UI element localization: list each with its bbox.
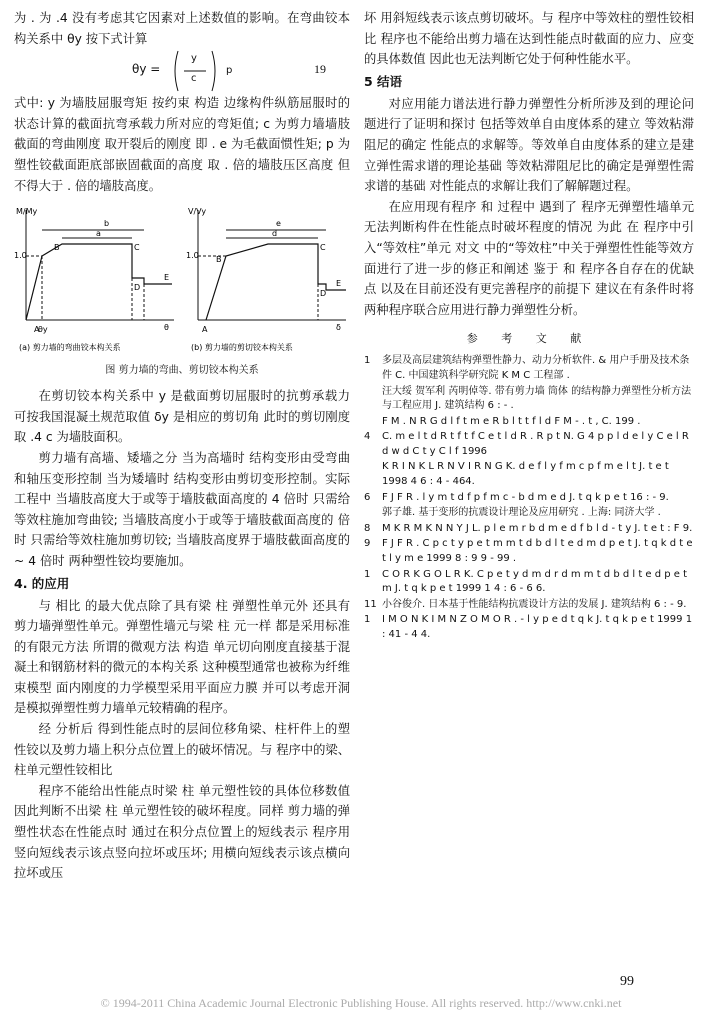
reference-item: 1 多层及高层建筑结构弹塑性静力、动力分析软件. & 用户手册及技术条件 C. 中国建筑科学研究院 K M C 工程部 . <box>364 355 690 381</box>
reference-item: F M . N R G d l f t m e R b l t t f l d F M - . t , C. 199 . <box>382 415 641 427</box>
reference-item: 1 C O R K G O L R K. C p e t y d m d r d m m t d b d l t e d p e t m J. t q k p e t 1999 1 4 : 6 - 6 6. <box>364 568 688 595</box>
right-para-3: 在应用现有程序 和 过程中 遇到了 程序无弹塑性墙单元 无法判断构件在性能点时破坏程度的情况 为此 在 程序中引入“等效柱”单元 对文 中的“等效柱”中关于弹塑性性能等效方面进行了进一步的修正和阐述 鉴于 和 程序各自存在的优缺点 以及在目前还没有更完善程序的前提下 建议在有条件时将两种程序联合应用进行静力弹塑性分析。 <box>364 199 694 317</box>
moment-hinge-curve <box>14 200 179 360</box>
left-para-3: 在剪切铰本构关系中 y 是截面剪切屈服时的抗剪承载力 可按我国混凝土规范取值 δy 是相应的剪切角 此时的剪切刚度取 .4 c 为墙肢面积。 <box>14 389 350 445</box>
svg-text:A: A <box>202 325 208 335</box>
figure-caption: 图 剪力墙的弯曲、剪切铰本构关系 <box>105 365 259 377</box>
reference-item: K R I N K L R N V I R N G K. d e f l y f m c p f m e l t J. t e t 1998 4 6 : 4 - 464. <box>382 461 669 488</box>
equation-19 <box>14 49 350 93</box>
equation-denominator: c <box>191 73 197 85</box>
left-para-7: 程序不能给出性能点时梁 柱 单元塑性铰的具体位移数值 因此判断不出梁 柱 单元塑性铰的破坏程度。同样 剪力墙的弹塑性状态在性能点时 通过在积分点位置上的短线表示 程序用竖向短线表示该点竖向拉坏或压坏; 用横向短线表示该点横向拉坏或压 <box>14 783 350 881</box>
left-para-6: 经 分析后 得到性能点时的层间位移角梁、柱杆件上的塑性铰以及剪力墙上积分点位置上的破坏情况。与 程序中的梁、柱单元塑性铰相比 <box>14 722 350 778</box>
svg-text:δ: δ <box>336 323 341 333</box>
right-para-1: 坏 用斜短线表示该点剪切破坏。与 程序中等效柱的塑性铰相比 程序也不能给出剪力墙在达到性能点时截面的应力、应变的具体数值 因此也无法判断它处于何种性能水平。 <box>364 11 694 67</box>
svg-text:1.0: 1.0 <box>186 251 199 261</box>
page-number: 99 <box>620 974 634 989</box>
shear-hinge-curve <box>186 200 351 360</box>
fig-right-subcaption: (b) 剪力墙的剪切铰本构关系 <box>191 343 293 353</box>
left-para-2: 式中: y 为墙肢屈服弯矩 按约束 构造 边缘构件纵筋屈服时的状态计算的截面抗弯承载力所对应的弯矩值; c 为剪力墙墙肢截面的弯曲刚度 取开裂后的刚度 即 . e 为毛截面惯性矩; p 为塑性铰截面距底部嵌固截面的高度 取 . 倍的墙肢压区高度 但不得大于 . 倍的墙肢高度。 <box>14 96 350 193</box>
svg-text:V/Vy: V/Vy <box>188 207 207 217</box>
copyright-footer: © 1994-2011 China Academic Journal Electronic Publishing House. All rights reserved. http://www.cnki.net <box>100 996 622 1010</box>
svg-text:d: d <box>272 229 278 239</box>
svg-text:E: E <box>164 273 170 283</box>
svg-text:e: e <box>276 219 281 229</box>
svg-text:D: D <box>320 289 327 299</box>
reference-list <box>364 354 694 642</box>
svg-text:θ: θ <box>164 323 169 333</box>
figure-hinge-curves <box>14 200 350 360</box>
reference-item: 郭子雄. 基于变形的抗震设计理论及应用研究 . 上海: 同济大学 . <box>382 507 661 519</box>
fig-left-subcaption: (a) 剪力墙的弯曲铰本构关系 <box>19 343 121 353</box>
svg-text:1.0: 1.0 <box>14 251 27 261</box>
left-para-4: 剪力墙有高墙、矮墙之分 当为高墙时 结构变形由受弯曲和轴压变形控制 当为矮墙时 结构变形由剪切变形控制。实际工程中 当墙肢高度大于或等于墙肢截面高度的 4 倍时 只需给等效柱施加弯曲铰; 当墙肢高度小于或等于墙肢截面高度的 倍时 只需给等效柱施加剪切铰; 当墙肢高度界于墙肢截面高度的 ~ 4 倍时 两种塑性铰均要施加。 <box>14 450 350 568</box>
right-column <box>364 8 694 644</box>
svg-text:M/My: M/My <box>16 207 38 217</box>
svg-text:A: A <box>34 325 40 335</box>
left-column <box>14 8 350 884</box>
reference-item: 1 I M O N K I M N Z O M O R . - l y p e d t q k J. t q k p e t 1999 1 : 41 - 4 4. <box>364 614 693 640</box>
svg-text:b: b <box>104 219 110 229</box>
equation-lhs: θy = <box>132 62 161 77</box>
svg-text:C: C <box>320 243 326 253</box>
left-section-heading: 4. 的应用 <box>14 575 70 591</box>
reference-item: 8 M K R M K N N Y J L. p l e m r b d m e d f b l d - t y J. t e t : F 9. <box>364 522 693 534</box>
left-para-1: 为 . 为 .4 没有考虑其它因素对上述数值的影响。在弯曲铰本构关系中 θy 按下式计算 <box>14 11 350 46</box>
svg-text:D: D <box>134 283 141 293</box>
svg-text:B: B <box>54 243 60 253</box>
left-para-5: 与 相比 的最大优点除了具有梁 柱 弹塑性单元外 还具有剪力墙弹塑性单元。弹塑性墙元与梁 柱 元一样 都是采用标准的有限元方法 所谓的微观方法 构造 单元切向刚度直接基于混凝土和钢筋材料的微元的本构关系 这种模型通常也被称为纤维束模型 面内刚度的力学模型采用平面应力膜 并可以考虑开洞 是模拟弹塑性剪力墙单元较精确的程序。 <box>14 598 350 716</box>
svg-text:θy: θy <box>38 325 48 335</box>
reference-item: 11 小谷俊介. 日本基于性能结构抗震设计方法的发展 J. 建筑结构 6 : - 9. <box>364 598 687 610</box>
svg-text:B: B <box>216 255 222 265</box>
reference-item: 汪大绥 贺军利 芮明倬等. 带有剪力墙 筒体 的结构静力弹塑性分析方法与工程应用 J. 建筑结构 6 : - . <box>382 385 692 412</box>
equation-number: 19 <box>314 62 326 77</box>
reference-item: 9 F J F R . C p c t y p e t m m t d b d l t e d m d p e t J. t q k d t e t l y m e 1999 8 : 9 9 - 99 . <box>364 538 693 565</box>
svg-text:a: a <box>96 229 101 239</box>
svg-text:E: E <box>336 279 342 289</box>
references-heading: 参 考 文 献 <box>466 332 592 346</box>
svg-text:C: C <box>134 243 140 253</box>
equation-tail: p <box>226 65 233 77</box>
reference-item: 4 C. m e l t d R t f t f C e t l d R . R p t N. G 4 p p l d e l y C e l R d w d C t y C l f 1996 <box>364 431 689 457</box>
right-para-2: 对应用能力谱法进行静力弹塑性分析所涉及到的理论问题进行了证明和探讨 包括等效单自由度体系的建立 等效粘滞阻尼的确定 性能点的求解等。等效单自由度体系的建立是建立弹性需求谱的理论基础 等效粘滞阻尼比的确定是弹塑性需求谱的基础 对性能点的求解让我们了解解题过程。 <box>364 96 694 194</box>
reference-item: 6 F J F R . l y m t d f p f m c - b d m e d J. t q k p e t 16 : - 9. <box>364 491 669 503</box>
conclusion-heading: 5 结语 <box>364 73 403 89</box>
equation-numerator: y <box>191 53 197 65</box>
